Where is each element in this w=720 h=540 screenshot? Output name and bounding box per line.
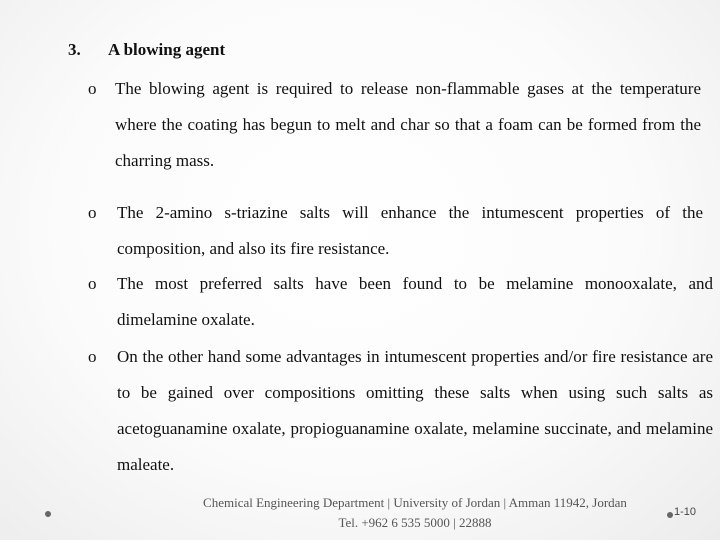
footer-dot-right [667, 512, 673, 518]
bullet-text: On the other hand some advantages in intumescent properties and/or fire resistance are to be gained over compositions omitting these salts when using such salts as acetoguanamine oxalate, propioguanamine oxalate, melamine succinate, and melamine maleate. [117, 347, 713, 474]
bullet-marker: o [88, 274, 97, 293]
bullet-marker: o [88, 203, 97, 222]
footer [170, 493, 660, 533]
bullet-text: The 2-amino s-triazine salts will enhance the intumescent properties of the composition, and also its fire resistance. [117, 203, 703, 258]
heading-number: 3. [68, 40, 81, 59]
section-heading [68, 40, 225, 60]
bullet-marker: o [88, 347, 97, 366]
footer-line-2: Tel. +962 6 535 5000 | 22888 [338, 515, 492, 530]
bullet-marker: o [88, 79, 97, 98]
bullet-text: The most preferred salts have been found to be melamine monooxalate, and dimelamine oxalate. [117, 274, 713, 329]
footer-line-1: Chemical Engineering Department | University of Jordan | Amman 11942, Jordan [203, 495, 627, 510]
page-number: 1-10 [674, 506, 697, 518]
footer-dot-left [45, 511, 51, 517]
bullet-text: The blowing agent is required to release non-flammable gases at the temperature where the coating has begun to melt and char so that a foam can be formed from the charring mass. [115, 79, 701, 170]
heading-title: A blowing agent [108, 40, 226, 59]
